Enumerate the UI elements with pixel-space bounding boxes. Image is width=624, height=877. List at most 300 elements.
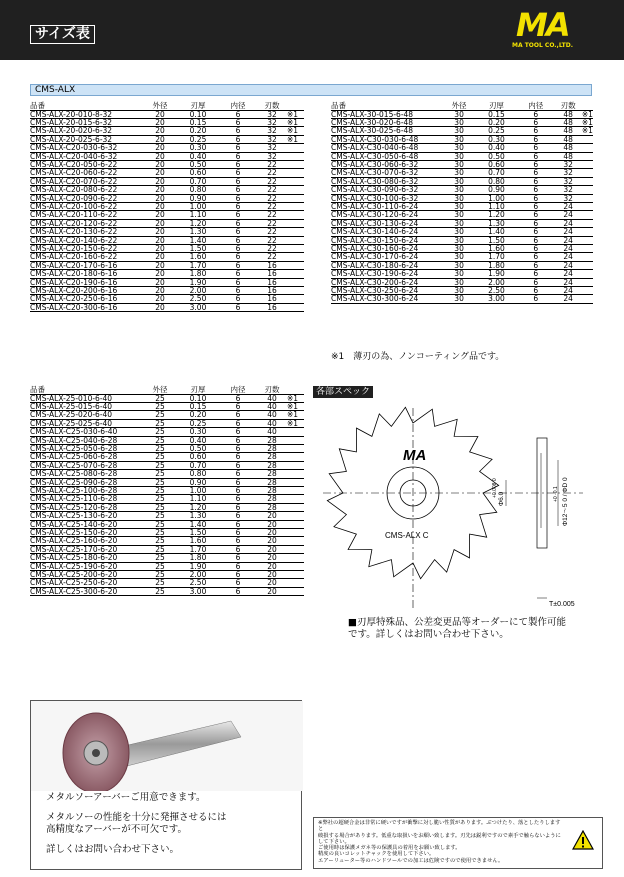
table-row — [331, 270, 593, 278]
spec-value: 30 — [442, 127, 475, 135]
spec-value: 6 — [219, 211, 257, 219]
spec-value: 1.20 — [177, 219, 219, 227]
footnote-mark — [287, 444, 304, 452]
spec-value: 6 — [517, 287, 554, 295]
spec-value: 0.80 — [476, 177, 517, 185]
spec-value: 1.40 — [177, 520, 219, 528]
footnote-mark: ※1 — [287, 110, 304, 118]
spec-value: 30 — [442, 177, 475, 185]
column-header: 外径 — [442, 101, 475, 110]
part-number: CMS-ALX-30-020-6-48 — [331, 118, 442, 126]
spec-value: 32 — [554, 160, 582, 168]
spec-value: 16 — [257, 261, 287, 269]
spec-value: 6 — [517, 295, 554, 303]
footnote-mark — [287, 160, 304, 168]
spec-value: 22 — [257, 194, 287, 202]
spec-value: 25 — [143, 419, 177, 427]
spec-value: 32 — [554, 186, 582, 194]
part-number: CMS-ALX-C25-060-6-28 — [30, 453, 143, 461]
part-number: CMS-ALX-C20-250-6-16 — [30, 295, 143, 303]
spec-value: 6 — [219, 512, 257, 520]
spec-value: 16 — [257, 287, 287, 295]
footnote-mark — [582, 245, 593, 253]
part-number: CMS-ALX-C20-080-6-22 — [30, 186, 143, 194]
spec-value: 40 — [257, 402, 287, 410]
part-number: CMS-ALX-C20-050-6-22 — [30, 160, 143, 168]
table-row — [30, 428, 304, 436]
spec-value: 6 — [219, 579, 257, 587]
spec-value: 1.70 — [476, 253, 517, 261]
spec-value: 6 — [219, 402, 257, 410]
spec-value: 28 — [257, 453, 287, 461]
spec-value: 30 — [442, 110, 475, 118]
spec-value: 1.40 — [476, 228, 517, 236]
footnote-mark — [287, 228, 304, 236]
column-header: 刃厚 — [177, 385, 219, 394]
spec-value: 30 — [442, 186, 475, 194]
spec-value: 1.80 — [177, 270, 219, 278]
spec-value: 25 — [143, 554, 177, 562]
spec-value: 20 — [257, 529, 287, 537]
column-header: 内径 — [219, 385, 257, 394]
part-number: CMS-ALX-C20-090-6-22 — [30, 194, 143, 202]
spec-value: 20 — [143, 245, 177, 253]
spec-value: 24 — [554, 236, 582, 244]
spec-value: 1.90 — [177, 562, 219, 570]
footnote-mark — [287, 144, 304, 152]
spec-value: 6 — [517, 160, 554, 168]
spec-value: 30 — [442, 118, 475, 126]
spec-value: 40 — [257, 394, 287, 402]
spec-value: 2.00 — [476, 278, 517, 286]
spec-value: 24 — [554, 253, 582, 261]
footnote-mark — [582, 278, 593, 286]
spec-value: 0.90 — [476, 186, 517, 194]
spec-value: 0.60 — [177, 169, 219, 177]
spec-value: 20 — [143, 127, 177, 135]
spec-value: 16 — [257, 278, 287, 286]
column-header: 内径 — [517, 101, 554, 110]
spec-value: 20 — [257, 554, 287, 562]
spec-value: 28 — [257, 486, 287, 494]
table-header — [331, 101, 593, 110]
footnote-mark — [582, 202, 593, 210]
spec-value: 25 — [143, 512, 177, 520]
part-number: CMS-ALX-25-010-6-40 — [30, 394, 143, 402]
spec-value: 1.00 — [177, 202, 219, 210]
footnote-mark — [287, 562, 304, 570]
spec-value: 20 — [143, 270, 177, 278]
column-header: 外径 — [143, 101, 177, 110]
spec-value: 6 — [219, 110, 257, 118]
spec-value: 25 — [143, 444, 177, 452]
spec-value: 6 — [517, 144, 554, 152]
spec-value: 6 — [517, 186, 554, 194]
arbor-note-line: メタルソーの性能を十分に発揮させるには — [46, 812, 227, 823]
bore-tolerance: +0.008 0 — [492, 478, 498, 498]
custom-order-note — [348, 617, 608, 641]
spec-value: 28 — [257, 478, 287, 486]
footnote-mark — [582, 270, 593, 278]
part-number: CMS-ALX-C25-150-6-20 — [30, 529, 143, 537]
spec-value: 25 — [143, 503, 177, 511]
spec-value: 0.90 — [177, 194, 219, 202]
spec-value: 1.30 — [177, 228, 219, 236]
spec-value: 6 — [219, 520, 257, 528]
spec-value: 48 — [554, 118, 582, 126]
table-row — [30, 587, 304, 595]
table-row — [30, 512, 304, 520]
spec-value: 40 — [257, 419, 287, 427]
warning-icon — [572, 830, 594, 850]
spec-value: 24 — [554, 202, 582, 210]
footnote-mark — [287, 428, 304, 436]
spec-value: 6 — [517, 253, 554, 261]
spec-value: 6 — [219, 495, 257, 503]
part-number: CMS-ALX-C20-070-6-22 — [30, 177, 143, 185]
part-number: CMS-ALX-C25-250-6-20 — [30, 579, 143, 587]
footnote-mark — [287, 236, 304, 244]
spec-value: 1.80 — [476, 261, 517, 269]
arbor-note-line: 詳しくはお問い合わせ下さい。 — [46, 844, 180, 855]
spec-value: 0.80 — [177, 470, 219, 478]
spec-value: 32 — [554, 169, 582, 177]
column-header: 内径 — [219, 101, 257, 110]
spec-value: 24 — [554, 270, 582, 278]
spec-value: 6 — [517, 135, 554, 143]
part-number: CMS-ALX-20-025-6-32 — [30, 135, 143, 143]
spec-value: 0.50 — [476, 152, 517, 160]
spec-value: 32 — [257, 118, 287, 126]
spec-value: 30 — [442, 270, 475, 278]
column-header: 刃数 — [257, 101, 287, 110]
spec-value: 1.30 — [476, 219, 517, 227]
spec-value: 0.70 — [177, 461, 219, 469]
spec-value: 1.00 — [177, 486, 219, 494]
column-header: 品番 — [331, 101, 442, 110]
column-header-note — [287, 385, 304, 394]
footnote-mark — [582, 211, 593, 219]
spec-value: 20 — [257, 512, 287, 520]
spec-value: 32 — [257, 135, 287, 143]
spec-value: 0.10 — [177, 110, 219, 118]
spec-value: 25 — [143, 520, 177, 528]
column-header: 刃数 — [554, 101, 582, 110]
part-number: CMS-ALX-C30-160-6-24 — [331, 245, 442, 253]
spec-value: 6 — [219, 278, 257, 286]
spec-value: 22 — [257, 228, 287, 236]
part-number: CMS-ALX-C30-100-6-32 — [331, 194, 442, 202]
footnote-mark — [287, 202, 304, 210]
footnote-mark — [582, 253, 593, 261]
footnote-mark: ※1 — [287, 118, 304, 126]
spec-value: 24 — [554, 278, 582, 286]
company-logo — [512, 8, 608, 52]
spec-value: 6 — [219, 478, 257, 486]
spec-value: 28 — [257, 436, 287, 444]
spec-value: 6 — [517, 202, 554, 210]
part-number: CMS-ALX-C30-050-6-48 — [331, 152, 442, 160]
outer-tolerance: +0 -0.1 — [553, 486, 559, 502]
spec-value: 6 — [219, 419, 257, 427]
footnote-mark — [287, 253, 304, 261]
spec-value: 30 — [442, 287, 475, 295]
column-header: 品番 — [30, 101, 143, 110]
spec-value: 0.50 — [177, 444, 219, 452]
part-number: CMS-ALX-C20-040-6-32 — [30, 152, 143, 160]
part-number: CMS-ALX-20-015-6-32 — [30, 118, 143, 126]
spec-value: 25 — [143, 529, 177, 537]
spec-value: 2.50 — [177, 295, 219, 303]
size-table-20 — [30, 101, 304, 312]
spec-value: 6 — [517, 211, 554, 219]
spec-value: 25 — [143, 571, 177, 579]
part-number: CMS-ALX-C25-170-6-20 — [30, 545, 143, 553]
part-number: CMS-ALX-C30-170-6-24 — [331, 253, 442, 261]
spec-value: 6 — [219, 118, 257, 126]
arbor-note-line — [46, 836, 227, 844]
logo-mark: MA — [516, 6, 569, 44]
footnote-mark: ※1 — [287, 419, 304, 427]
warning-line: エアーリューター等のハンドツールでの加工は危険ですので使用できません。 — [318, 857, 504, 864]
table-row — [30, 186, 304, 194]
footnote-mark: ※1 — [287, 127, 304, 135]
part-number: CMS-ALX-C20-200-6-16 — [30, 287, 143, 295]
footnote-mark — [287, 194, 304, 202]
spec-value: 6 — [517, 270, 554, 278]
spec-value: 20 — [143, 186, 177, 194]
spec-value: 6 — [219, 236, 257, 244]
footnote-mark — [287, 554, 304, 562]
spec-value: 25 — [143, 587, 177, 595]
spec-value: 2.00 — [177, 287, 219, 295]
spec-value: 1.40 — [177, 236, 219, 244]
spec-value: 6 — [219, 571, 257, 579]
spec-value: 1.50 — [177, 529, 219, 537]
part-number: CMS-ALX-C20-110-6-22 — [30, 211, 143, 219]
spec-value: 3.00 — [177, 303, 219, 311]
spec-value: 1.10 — [177, 495, 219, 503]
part-number: CMS-ALX-C30-200-6-24 — [331, 278, 442, 286]
spec-value: 25 — [143, 394, 177, 402]
column-header: 刃数 — [257, 385, 287, 394]
arbor-note — [46, 792, 227, 856]
spec-value: 30 — [442, 278, 475, 286]
safety-warning-box — [313, 817, 603, 869]
spec-value: 2.00 — [177, 571, 219, 579]
footnote-mark — [582, 160, 593, 168]
footnote-mark — [287, 529, 304, 537]
spec-value: 3.00 — [476, 295, 517, 303]
order-note-line: ■刃厚特殊品、公差変更品等オーダーにて製作可能 — [348, 617, 566, 628]
part-number: CMS-ALX-C20-300-6-16 — [30, 303, 143, 311]
spec-value: 22 — [257, 177, 287, 185]
spec-value: 6 — [517, 261, 554, 269]
spec-value: 20 — [143, 160, 177, 168]
spec-value: 20 — [143, 110, 177, 118]
arbor-note-line: 高精度なアーバーが不可欠です。 — [46, 824, 187, 835]
spec-value: 1.60 — [177, 537, 219, 545]
table-row — [30, 270, 304, 278]
spec-value: 6 — [219, 537, 257, 545]
spec-value: 1.10 — [476, 202, 517, 210]
footnote-mark: ※1 — [581, 126, 593, 136]
table-row — [30, 228, 304, 236]
footnote-mark — [287, 245, 304, 253]
table-row — [331, 295, 593, 303]
spec-value: 30 — [442, 169, 475, 177]
spec-value: 30 — [442, 144, 475, 152]
part-number: CMS-ALX-C20-150-6-22 — [30, 245, 143, 253]
spec-value: 6 — [517, 169, 554, 177]
footnote-mark — [582, 194, 593, 202]
size-table-25 — [30, 385, 304, 596]
spec-value: 0.90 — [177, 478, 219, 486]
spec-value: 16 — [257, 270, 287, 278]
size-table-30 — [331, 101, 593, 304]
part-number: CMS-ALX-C30-190-6-24 — [331, 270, 442, 278]
footnote-mark — [287, 512, 304, 520]
warning-line: 精度の良いコレットチャックを使用して下さい。 — [318, 851, 435, 858]
spec-value: 6 — [517, 127, 554, 135]
spec-value: 6 — [219, 587, 257, 595]
spec-value: 20 — [257, 562, 287, 570]
spec-value: 6 — [517, 245, 554, 253]
spec-value: 6 — [517, 278, 554, 286]
footnote-mark — [582, 219, 593, 227]
arbor-product-photo — [31, 701, 303, 791]
spec-value: 6 — [219, 303, 257, 311]
spec-value: 1.70 — [177, 545, 219, 553]
spec-value: 0.30 — [177, 144, 219, 152]
table-row — [30, 144, 304, 152]
spec-value: 22 — [257, 160, 287, 168]
spec-value: 25 — [143, 470, 177, 478]
part-number: CMS-ALX-C25-040-6-28 — [30, 436, 143, 444]
spec-value: 1.30 — [177, 512, 219, 520]
spec-section-title: 各部スペック — [313, 386, 373, 398]
footnote-mark — [582, 295, 593, 303]
spec-value: 20 — [143, 152, 177, 160]
spec-value: 6 — [219, 144, 257, 152]
spec-value: 25 — [143, 545, 177, 553]
table-row — [331, 127, 593, 135]
part-number: CMS-ALX-C30-030-6-48 — [331, 135, 442, 143]
part-number: CMS-ALX-C30-140-6-24 — [331, 228, 442, 236]
spec-value: 0.40 — [177, 436, 219, 444]
spec-value: 48 — [554, 152, 582, 160]
spec-value: 32 — [257, 127, 287, 135]
part-number: CMS-ALX-C30-060-6-32 — [331, 160, 442, 168]
spec-value: 1.80 — [177, 554, 219, 562]
spec-value: 1.60 — [476, 245, 517, 253]
spec-value: 28 — [257, 444, 287, 452]
footnote-mark — [582, 152, 593, 160]
spec-value: 6 — [219, 160, 257, 168]
part-number: CMS-ALX-C25-190-6-20 — [30, 562, 143, 570]
footnote-mark — [287, 270, 304, 278]
footnote-mark — [287, 571, 304, 579]
part-number: CMS-ALX-C25-200-6-20 — [30, 571, 143, 579]
spec-value: 30 — [442, 219, 475, 227]
spec-value: 40 — [257, 428, 287, 436]
part-number: CMS-ALX-30-015-6-48 — [331, 110, 442, 118]
footnote-mark — [287, 169, 304, 177]
footnote-mark: ※1 — [581, 117, 593, 127]
spec-value: 6 — [517, 177, 554, 185]
spec-value: 2.50 — [177, 579, 219, 587]
footnote-mark — [582, 186, 593, 194]
part-number: CMS-ALX-C30-110-6-24 — [331, 202, 442, 210]
part-number: CMS-ALX-C25-070-6-28 — [30, 461, 143, 469]
spec-value: 0.30 — [177, 428, 219, 436]
spec-value: 1.20 — [476, 211, 517, 219]
footnote-mark — [287, 486, 304, 494]
spec-value: 20 — [143, 219, 177, 227]
spec-value: 6 — [517, 110, 554, 118]
part-number: CMS-ALX-C20-120-6-22 — [30, 219, 143, 227]
part-number: CMS-ALX-25-020-6-40 — [30, 411, 143, 419]
spec-value: 30 — [442, 253, 475, 261]
warning-line: 破損する場合があります。低重な取扱いをお願い致します。刃先は鋭利ですので素手で触らないように — [318, 832, 561, 839]
part-number: CMS-ALX-C25-300-6-20 — [30, 587, 143, 595]
part-number: CMS-ALX-C25-080-6-28 — [30, 470, 143, 478]
part-number: CMS-ALX-25-025-6-40 — [30, 419, 143, 427]
spec-value: 20 — [257, 579, 287, 587]
spec-value: 20 — [143, 144, 177, 152]
spec-value: 1.00 — [476, 194, 517, 202]
spec-value: 0.40 — [476, 144, 517, 152]
spec-value: 16 — [257, 295, 287, 303]
spec-value: 20 — [257, 520, 287, 528]
spec-value: 20 — [143, 194, 177, 202]
spec-value: 6 — [517, 118, 554, 126]
spec-value: 48 — [554, 110, 582, 118]
column-header: 刃厚 — [177, 101, 219, 110]
spec-value: 32 — [554, 177, 582, 185]
footnote-mark — [582, 169, 593, 177]
footnote-mark — [287, 261, 304, 269]
footnote-mark — [287, 152, 304, 160]
thickness-dimension: T±0.005 — [549, 601, 575, 608]
part-number: CMS-ALX-C20-180-6-16 — [30, 270, 143, 278]
spec-value: 22 — [257, 202, 287, 210]
table-header — [30, 101, 304, 110]
spec-value: 20 — [143, 169, 177, 177]
table-row — [30, 453, 304, 461]
part-number: CMS-ALX-C30-040-6-48 — [331, 144, 442, 152]
spec-value: 0.80 — [177, 186, 219, 194]
spec-value: 20 — [143, 236, 177, 244]
part-number: CMS-ALX-C20-030-6-32 — [30, 144, 143, 152]
part-number: CMS-ALX-C20-140-6-22 — [30, 236, 143, 244]
column-header-note — [582, 101, 593, 110]
spec-value: 22 — [257, 186, 287, 194]
part-number: CMS-ALX-C20-190-6-16 — [30, 278, 143, 286]
spec-value: 6 — [219, 394, 257, 402]
spec-value: 24 — [554, 287, 582, 295]
part-number: CMS-ALX-C25-180-6-20 — [30, 554, 143, 562]
coating-note: ※1 薄刃の為、ノンコーティング品です。 — [331, 352, 505, 362]
spec-value: 0.25 — [177, 419, 219, 427]
spec-value: 30 — [442, 295, 475, 303]
part-number: CMS-ALX-C30-080-6-32 — [331, 177, 442, 185]
part-number: CMS-ALX-20-010-8-32 — [30, 110, 143, 118]
footnote-mark — [287, 219, 304, 227]
spec-value: 0.60 — [476, 160, 517, 168]
footnote-mark — [582, 177, 593, 185]
spec-value: 6 — [219, 186, 257, 194]
